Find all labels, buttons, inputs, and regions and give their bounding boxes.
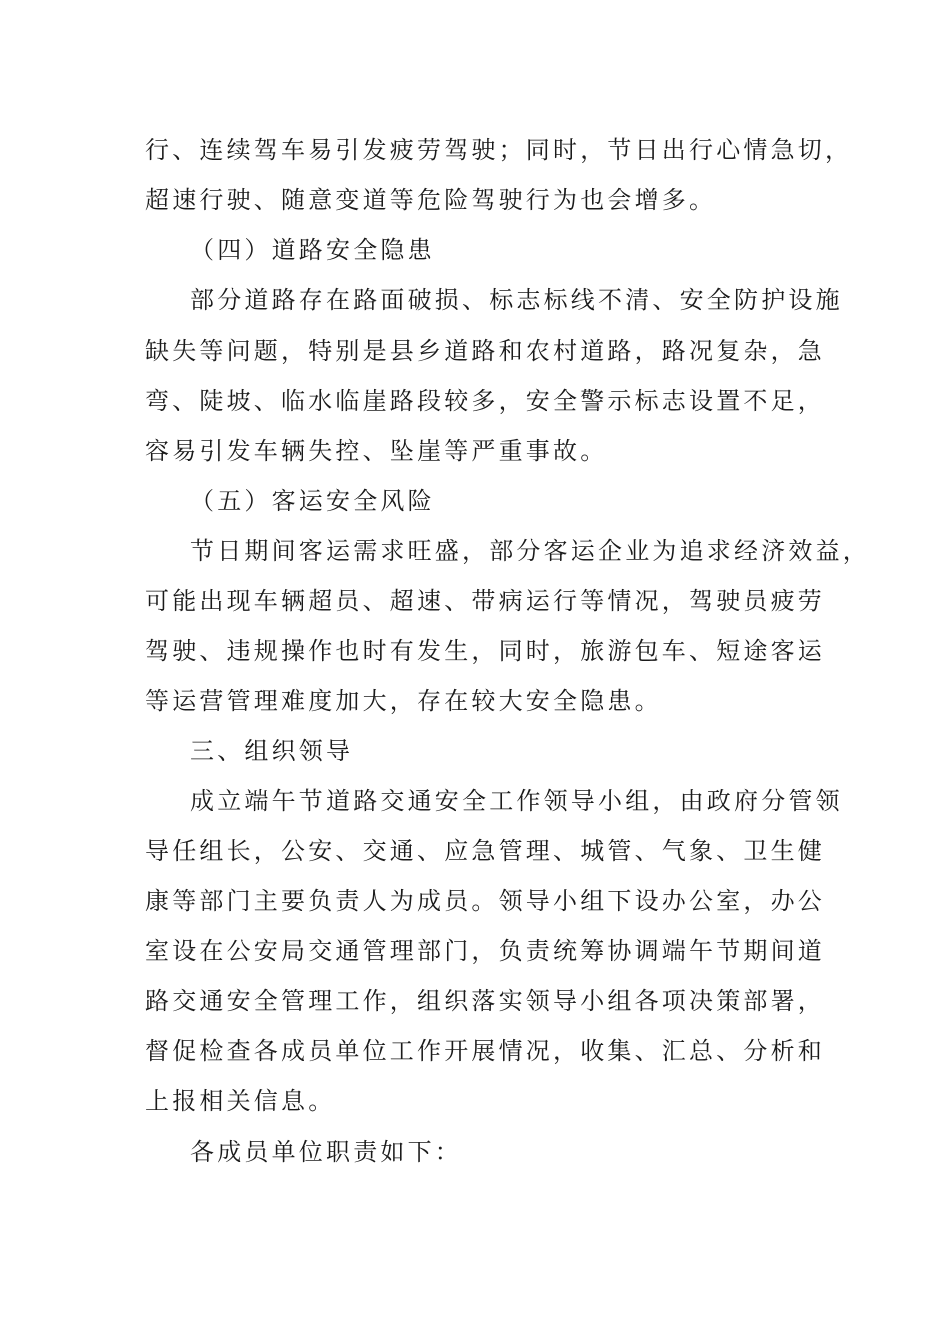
- section-heading: （四）道路安全隐患: [190, 236, 435, 264]
- paragraph-line: 部分道路存在路面破损、标志标线不清、安全防护设施: [190, 286, 843, 314]
- paragraph-line: 容易引发车辆失控、坠崖等严重事故。: [145, 437, 608, 465]
- section-heading: 三、组织领导: [190, 737, 354, 765]
- paragraph-line: 各成员单位职责如下：: [190, 1138, 462, 1166]
- paragraph-line: 等运营管理难度加大，存在较大安全隐患。: [145, 687, 662, 715]
- paragraph-line: 节日期间客运需求旺盛，部分客运企业为追求经济效益，: [190, 537, 870, 565]
- paragraph-line: 成立端午节道路交通安全工作领导小组，由政府分管领: [190, 787, 843, 815]
- paragraph-line: 导任组长，公安、交通、应急管理、城管、气象、卫生健: [145, 837, 825, 865]
- paragraph-line: 可能出现车辆超员、超速、带病运行等情况，驾驶员疲劳: [145, 587, 825, 615]
- paragraph-line: 缺失等问题，特别是县乡道路和农村道路，路况复杂，急: [145, 337, 825, 365]
- paragraph-line: 驾驶、违规操作也时有发生，同时，旅游包车、短途客运: [145, 637, 825, 665]
- paragraph-line: 上报相关信息。: [145, 1087, 336, 1115]
- paragraph-line: 超速行驶、随意变道等危险驾驶行为也会增多。: [145, 186, 717, 214]
- section-heading: （五）客运安全风险: [190, 487, 435, 515]
- paragraph-line: 弯、陡坡、临水临崖路段较多，安全警示标志设置不足，: [145, 387, 825, 415]
- paragraph-line: 室设在公安局交通管理部门，负责统筹协调端午节期间道: [145, 937, 825, 965]
- paragraph-line: 行、连续驾车易引发疲劳驾驶；同时，节日出行心情急切，: [145, 136, 853, 164]
- paragraph-line: 督促检查各成员单位工作开展情况，收集、汇总、分析和: [145, 1037, 825, 1065]
- paragraph-line: 康等部门主要负责人为成员。领导小组下设办公室，办公: [145, 887, 825, 915]
- paragraph-line: 路交通安全管理工作，组织落实领导小组各项决策部署，: [145, 987, 825, 1015]
